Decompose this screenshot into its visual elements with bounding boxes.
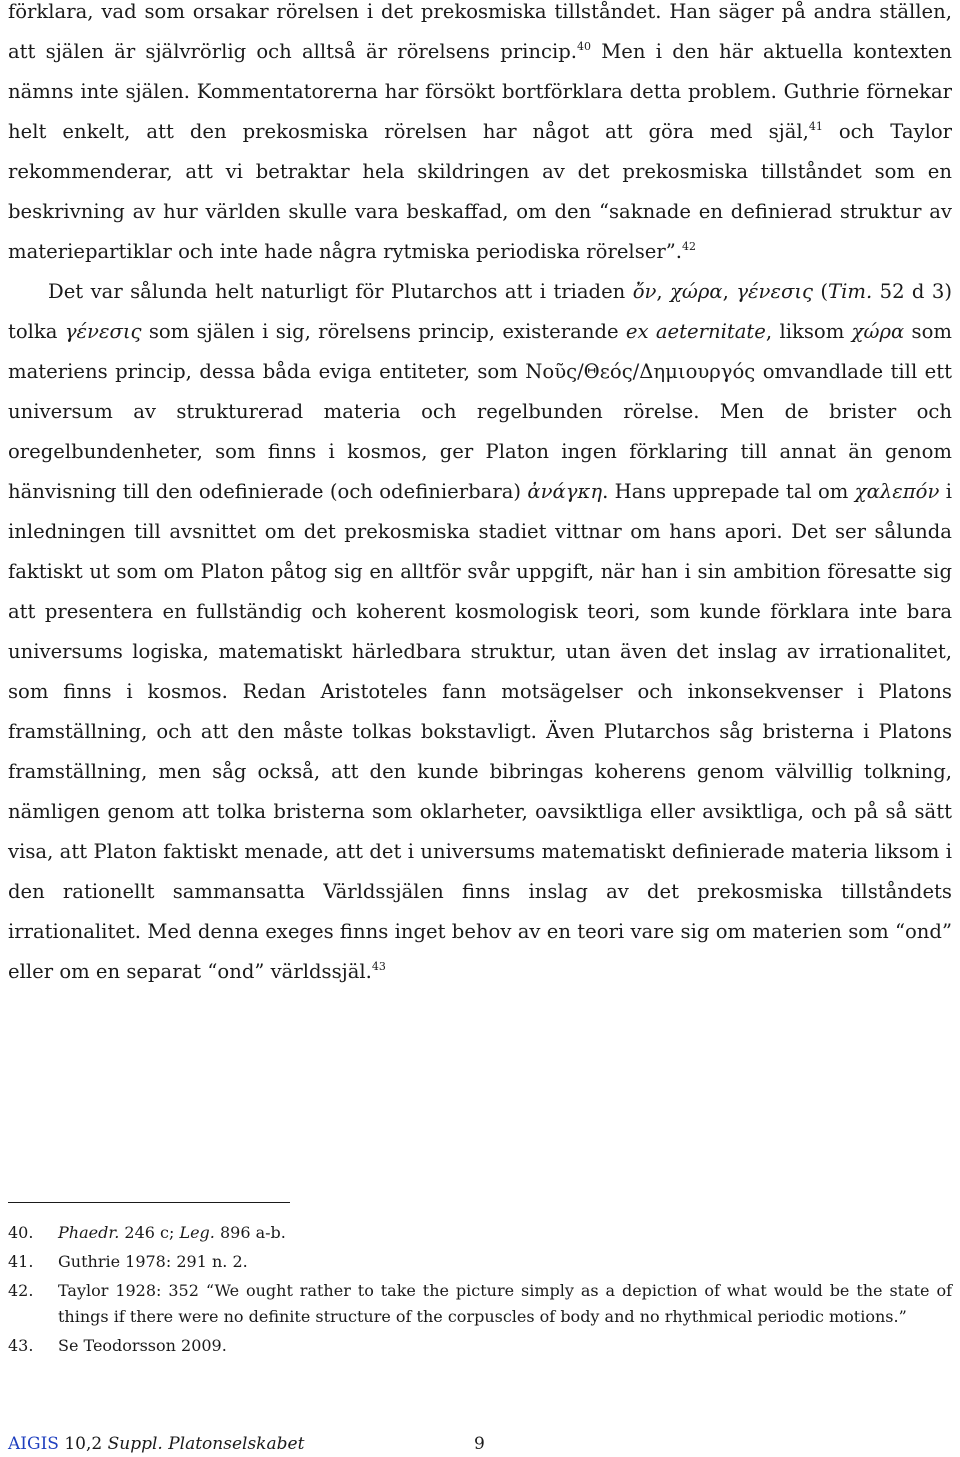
footnote-ref-40[interactable]: 40 [577,40,592,53]
footnote-ref-43[interactable]: 43 [371,960,386,973]
footnote-ref-41[interactable]: 41 [808,120,823,133]
footnote-text: Taylor 1928: 352 “We ought rather to take the picture simply as a depiction of what would be the state of things if there were no definite structure of the corpuscles of body and no rhythmical periodic motions.” [58,1281,952,1326]
tim-reference: Tim. [828,280,873,303]
footnote-ref-42[interactable]: 42 [681,240,696,253]
greek-nous-theos-demiourgos: Νοῦς/Θεός/Δημιουργός [525,360,756,383]
footnote-40-text-1: 246 c; [119,1223,180,1242]
footnote-separator [8,1202,290,1203]
footnote-number: 40. [8,1223,34,1242]
p2-comma-1: , [656,280,671,303]
footnote-40 [8,1220,952,1246]
p2-text-5: , liksom [765,320,852,343]
footnote-40-work-1: Phaedr. [58,1223,120,1242]
p2-text-3: 52 d 3) tolka [8,280,952,343]
journal-volume: 10,2 [58,1434,108,1454]
page-number: 9 [474,1434,485,1454]
page-body [8,0,952,992]
greek-genesis-2: γένεσις [64,320,142,343]
footnote-number: 41. [8,1252,34,1271]
footnote-42 [8,1278,952,1330]
footnote-41 [8,1249,952,1275]
footnote-40-work-2: Leg. [179,1223,215,1242]
footnote-text [58,1220,952,1246]
paragraph-1-text-b: Men i den här aktuella kontexten nämns inte själen. Kommentatorerna har försökt bortförklara detta problem. Guthrie förnekar helt enkelt, att den prekosmiska rörelsen har något att göra med själ, [8,40,953,143]
paragraph-1-text-c: och Taylor rekommenderar, att vi betraktar hela skildringen av det prekosmiska tillståndet som en beskrivning av hur världen skulle vara beskaffad, om den “saknade en definierad struktur av materiepartiklar och inte hade några rytmiska periodiska rörelser”. [8,120,952,263]
paragraph-1 [8,0,952,272]
greek-chora: χώρα [670,280,723,303]
footnote-number: 43. [8,1336,34,1355]
journal-supplement: Suppl. Platonselskabet [107,1434,305,1454]
greek-chora-2: χώρα [851,320,905,343]
latin-ex-aeternitate: ex aeternitate [625,320,766,343]
paragraph-1-text-a: förklara, vad som orsakar rörelsen i det prekosmiska tillståndet. Han säger på andra ställen, att själen är självrörlig och alltså är rörelsens princip. [8,0,952,63]
p2-text-4: som själen i sig, rörelsens princip, existerande [141,320,626,343]
journal-link[interactable]: AIGIS [8,1434,59,1454]
footnote-40-text-2: 896 a-b. [214,1223,286,1242]
p2-text-2: ( [813,280,829,303]
greek-on: ὄν [632,280,657,303]
page-footer [8,1431,485,1457]
footnote-text: Se Teodorsson 2009. [58,1336,227,1355]
paragraph-2 [8,272,952,992]
footnote-text: Guthrie 1978: 291 n. 2. [58,1252,248,1271]
p2-text-7: omvandlade till ett universum av strukturerad materia och regelbunden rörelse. Men de brister och oregelbundenheter, som finns i kosmos, ger Platon ingen förklaring till annat än genom hänvisning till den odefinierade (och odefinierbara) [8,360,953,503]
p2-text-8: . Hans upprepade tal om [602,480,855,503]
footnote-number: 42. [8,1281,34,1300]
p2-text-6: som materiens princip, dessa båda eviga entiteter, som [8,320,952,383]
p2-text-9: i inledningen till avsnittet om det prekosmiska stadiet vittnar om hans apori. Det ser sålunda faktiskt ut som om Platon påtog sig en alltför svår uppgift, när han i sin ambition föresatte sig att presentera en fullständig och koherent kosmologisk teori, som kunde förklara inte bara universums logiska, matematiskt härledbara struktur, utan även det inslag av irrationalitet, som finns i kosmos. Redan Aristoteles fann motsägelser och inkonsekvenser i Platons framställning, och att den måste tolkas bokstavligt. Även Plutarchos såg bristerna i Platons framställning, men såg också, att den kunde bibringas koherens genom välvillig tolkning, nämligen genom att tolka bristerna som oklarheter, oavsiktliga eller avsiktliga, och på så sätt visa, att Platon faktiskt menade, att det i universums matematiskt definierade materia liksom i den rationellt sammansatta Världssjälen finns inslag av det prekosmiska tillståndets irrationalitet. Med denna exeges finns inget behov av en teori vare sig om materien som “ond” eller om en separat “ond” världssjäl. [8,480,952,983]
footnote-43 [8,1333,952,1359]
greek-chalepon: χαλεπόν [854,480,940,503]
p2-comma-2: , [722,280,737,303]
footnotes [8,1220,952,1362]
p2-text-1: Det var sålunda helt naturligt för Plutarchos att i triaden [48,280,633,303]
greek-genesis: γένεσις [736,280,813,303]
greek-ananke: ἀνάγκη [527,480,603,503]
